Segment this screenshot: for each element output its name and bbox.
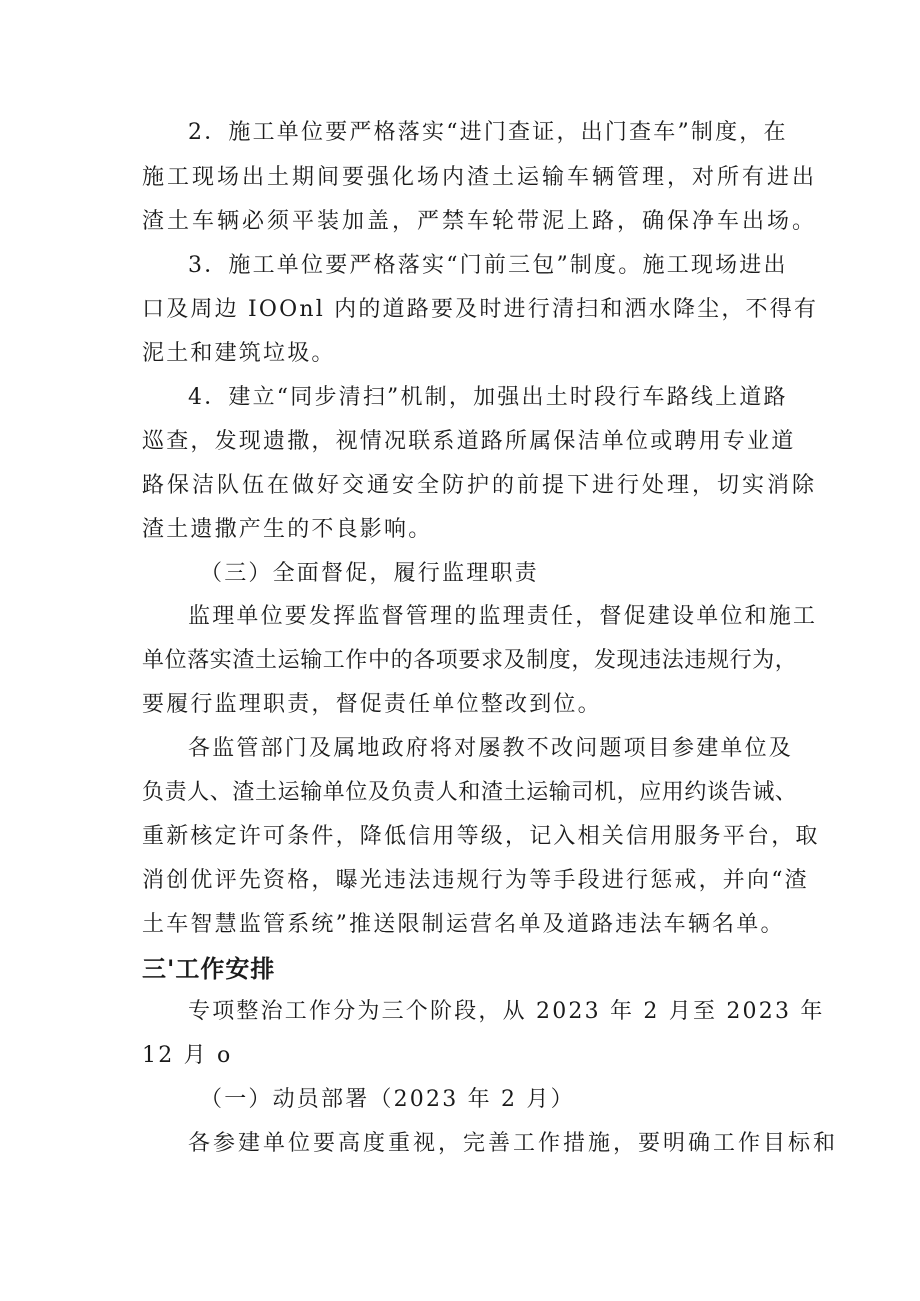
paragraph-supervision-line-2: 单位落实渣土运输工作中的各项要求及制度，发现违法违规行为， xyxy=(142,648,798,673)
section-heading-3: （三）全面督促，履行监理职责 xyxy=(200,561,539,586)
paragraph-item-4-line-3: 路保洁队伍在做好交通安全防护的前提下进行处理，切实消除 xyxy=(142,473,818,498)
paragraph-penalty-line-1: 各监管部门及属地政府将对屡教不改问题项目参建单位及 xyxy=(188,736,794,761)
section-heading-phase-1: （一）动员部署（2023 年 2 月） xyxy=(200,1087,575,1112)
paragraph-schedule-line-2: 12 月 o xyxy=(142,1043,233,1068)
paragraph-phase-1-line-1: 各参建单位要高度重视，完善工作措施，要明确工作目标和 xyxy=(188,1131,839,1156)
paragraph-item-3-line-3: 泥土和建筑垃圾。 xyxy=(142,341,336,366)
paragraph-item-3-line-1: 3．施工单位要严格落实“门前三包”制度。施工现场进出 xyxy=(188,253,788,278)
paragraph-item-2-line-3: 渣土车辆必须平装加盖，严禁车轮带泥上路，确保净车出场。 xyxy=(142,209,818,234)
paragraph-item-2-line-2: 施工现场出土期间要强化场内渣土运输车辆管理，对所有进出 xyxy=(142,165,818,190)
paragraph-penalty-line-4: 消创优评先资格，曝光违法违规行为等手段进行惩戒，并向“渣 xyxy=(142,868,809,893)
paragraph-item-3-line-2: 口及周边 IOOnl 内的道路要及时进行清扫和洒水降尘，不得有 xyxy=(142,297,819,322)
chapter-heading-work-arrangement: 三'工作安排 xyxy=(142,955,276,983)
paragraph-item-4-line-2: 巡查，发现遗撒，视情况联系道路所属保洁单位或聘用专业道 xyxy=(142,429,796,454)
paragraph-supervision-line-3: 要履行监理职责，督促责任单位整改到位。 xyxy=(142,692,602,717)
paragraph-item-2-line-1: 2．施工单位要严格落实“进门查证，出门查车”制度，在 xyxy=(188,120,788,145)
paragraph-penalty-line-2: 负责人、渣土运输单位及负责人和渣土运输司机，应用约谈告诫、 xyxy=(142,780,798,805)
paragraph-item-4-line-4: 渣土遗撒产生的不良影响。 xyxy=(142,517,433,542)
paragraph-schedule-line-1: 专项整治工作分为三个阶段，从 2023 年 2 月至 2023 年 xyxy=(188,999,825,1024)
paragraph-supervision-line-1: 监理单位要发挥监督管理的监理责任，督促建设单位和施工 xyxy=(188,604,818,629)
paragraph-item-4-line-1: 4．建立“同步清扫”机制，加强出土时段行车路线上道路 xyxy=(188,385,788,410)
paragraph-penalty-line-5: 土车智慧监管系统”推送限制运营名单及道路违法车辆名单。 xyxy=(142,912,785,937)
paragraph-penalty-line-3: 重新核定许可条件，降低信用等级，记入相关信用服务平台，取 xyxy=(142,824,820,849)
